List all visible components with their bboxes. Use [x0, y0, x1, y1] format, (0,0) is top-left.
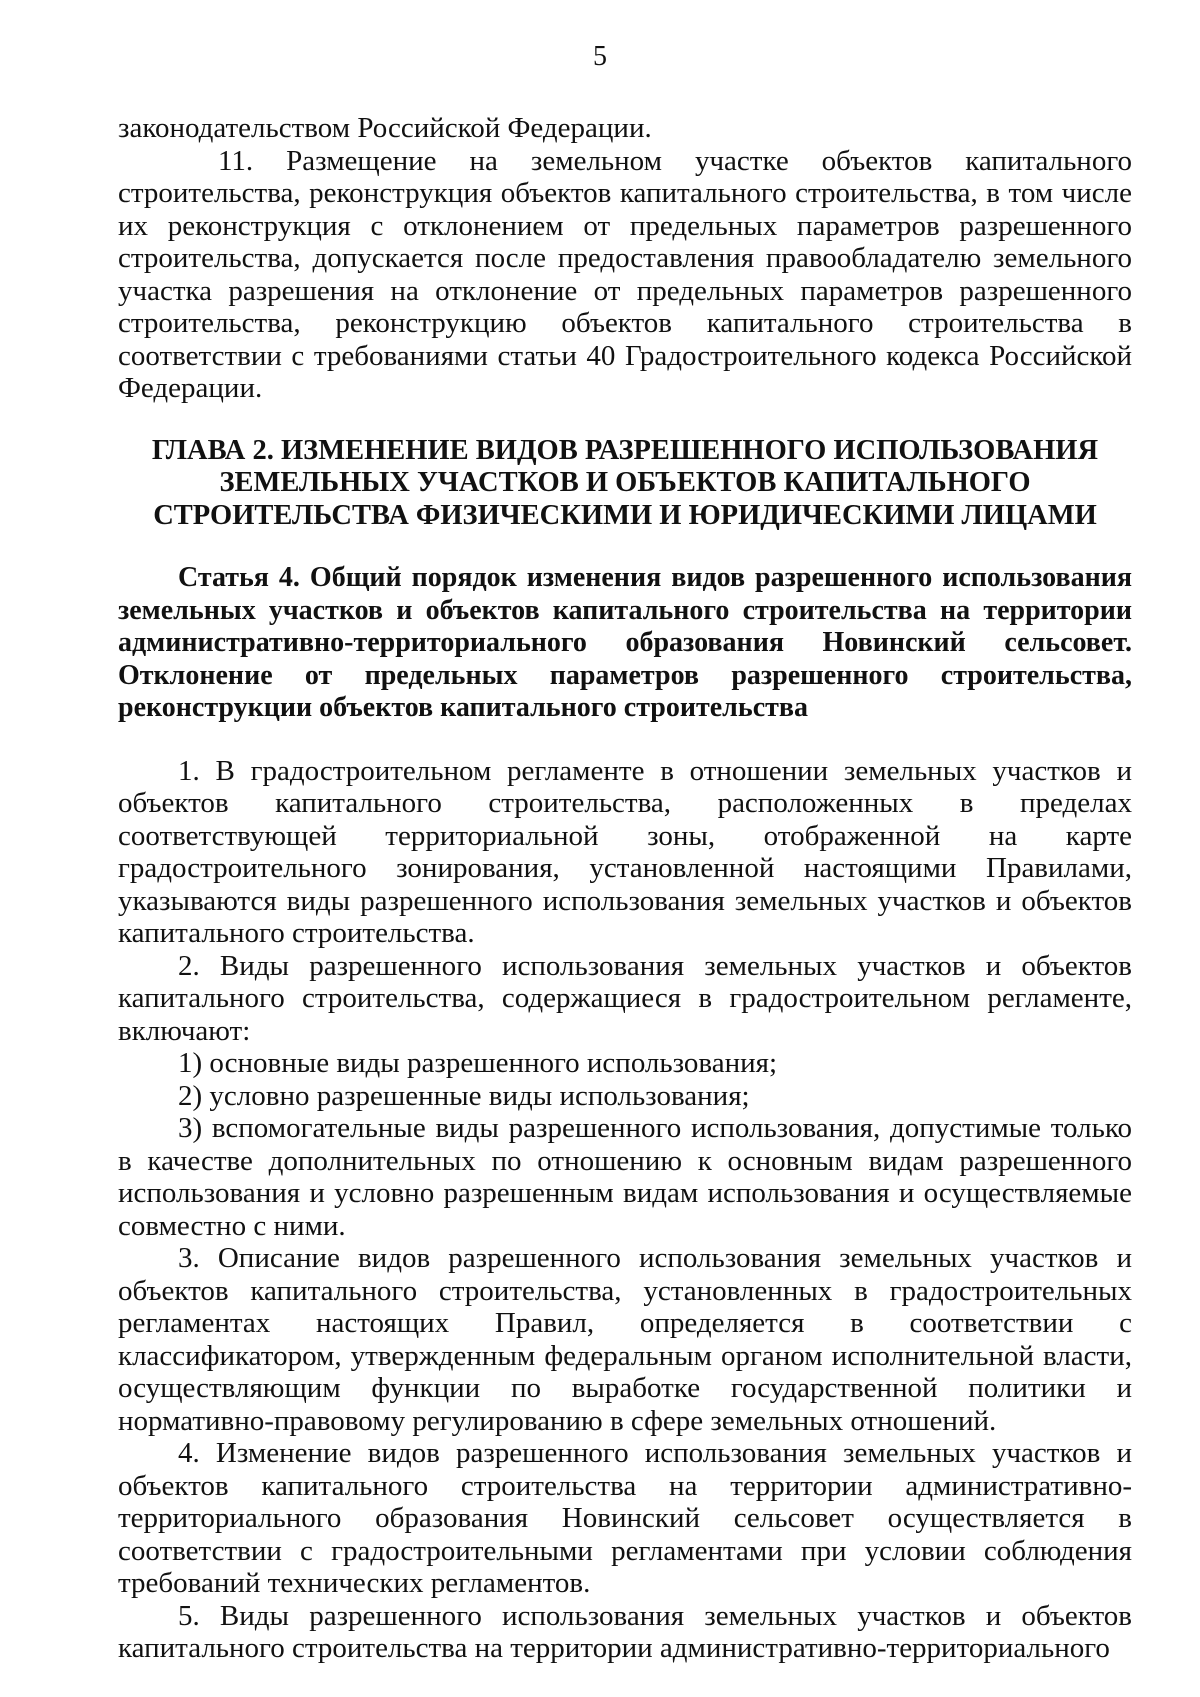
paragraph-4: 4. Изменение видов разрешенного использования земельных участков и объектов капитального строительства на территории административно-территориального образования Новинский сельсовет осуществляется в соответствии с градостроительными регламентами при условии соблюдения требований технических регламентов.	[118, 1437, 1132, 1599]
chapter-heading	[118, 435, 1132, 533]
paragraph-11: 11. Размещение на земельном участке объектов капитального строительства, реконструкция объектов капитального строительства, в том числе их реконструкция с отклонением от предельных параметров разрешенного строительства, допускается после предоставления правообладателю земельного участка разрешения на отклонение от предельных параметров разрешенного строительства, реконструкцию объектов капитального строительства в соответствии с требованиями статьи 40 Градостроительного кодекса Российской Федерации.	[118, 144, 1132, 404]
chapter-heading-line-2: ЗЕМЕЛЬНЫХ УЧАСТКОВ И ОБЪЕКТОВ КАПИТАЛЬНОГО	[219, 467, 1031, 498]
chapter-heading-line-1: ГЛАВА 2. ИЗМЕНЕНИЕ ВИДОВ РАЗРЕШЕННОГО ИСПОЛЬЗОВАНИЯ	[151, 434, 1099, 466]
chapter-heading-line-3: СТРОИТЕЛЬСТВА ФИЗИЧЕСКИМИ И ЮРИДИЧЕСКИМИ ЛИЦАМИ	[153, 499, 1097, 531]
paragraph-1: 1. В градостроительном регламенте в отношении земельных участков и объектов капитального строительства, расположенных в пределах соответствующей территориальной зоны, отображенной на карте градостроительного зонирования, установленной настоящими Правилами, указываются виды разрешенного использования земельных участков и объектов капитального строительства.	[118, 754, 1132, 949]
article-title: Статья 4. Общий порядок изменения видов разрешенного использования земельных участков и объектов капитального строительства на территории административно-территориального образования Новинский сельсовет. Отклонение от предельных параметров разрешенного строительства, реконструкции объектов капитального строительства	[118, 562, 1132, 723]
paragraph-3: 3. Описание видов разрешенного использования земельных участков и объектов капитального строительства, установленных в градостроительных регламентах настоящих Правил, определяется в соответствии с классификатором, утвержденным федеральным органом исполнительной власти, осуществляющим функции по выработке государственной политики и нормативно-правовому регулированию в сфере земельных отношений.	[118, 1242, 1132, 1437]
continuation-line: законодательством Российской Федерации.	[118, 112, 652, 144]
list-item-3: 3) вспомогательные виды разрешенного использования, допустимые только в качестве дополнительных по отношению к основным видам разрешенного использования и условно разрешенным видам использования и осуществляемые совместно с ними.	[118, 1112, 1132, 1242]
paragraph-5: 5. Виды разрешенного использования земельных участков и объектов капитального строительства на территории административно-территориального	[118, 1599, 1132, 1664]
document-body	[118, 112, 1132, 1665]
paragraph-2: 2. Виды разрешенного использования земельных участков и объектов капитального строительства, содержащиеся в градостроительном регламенте, включают:	[118, 949, 1132, 1047]
article-body	[118, 755, 1132, 1665]
list-item-2: 2) условно разрешенные виды использования;	[178, 1079, 750, 1112]
list-item-1: 1) основные виды разрешенного использования;	[178, 1047, 778, 1079]
page-number: 5	[593, 41, 607, 72]
